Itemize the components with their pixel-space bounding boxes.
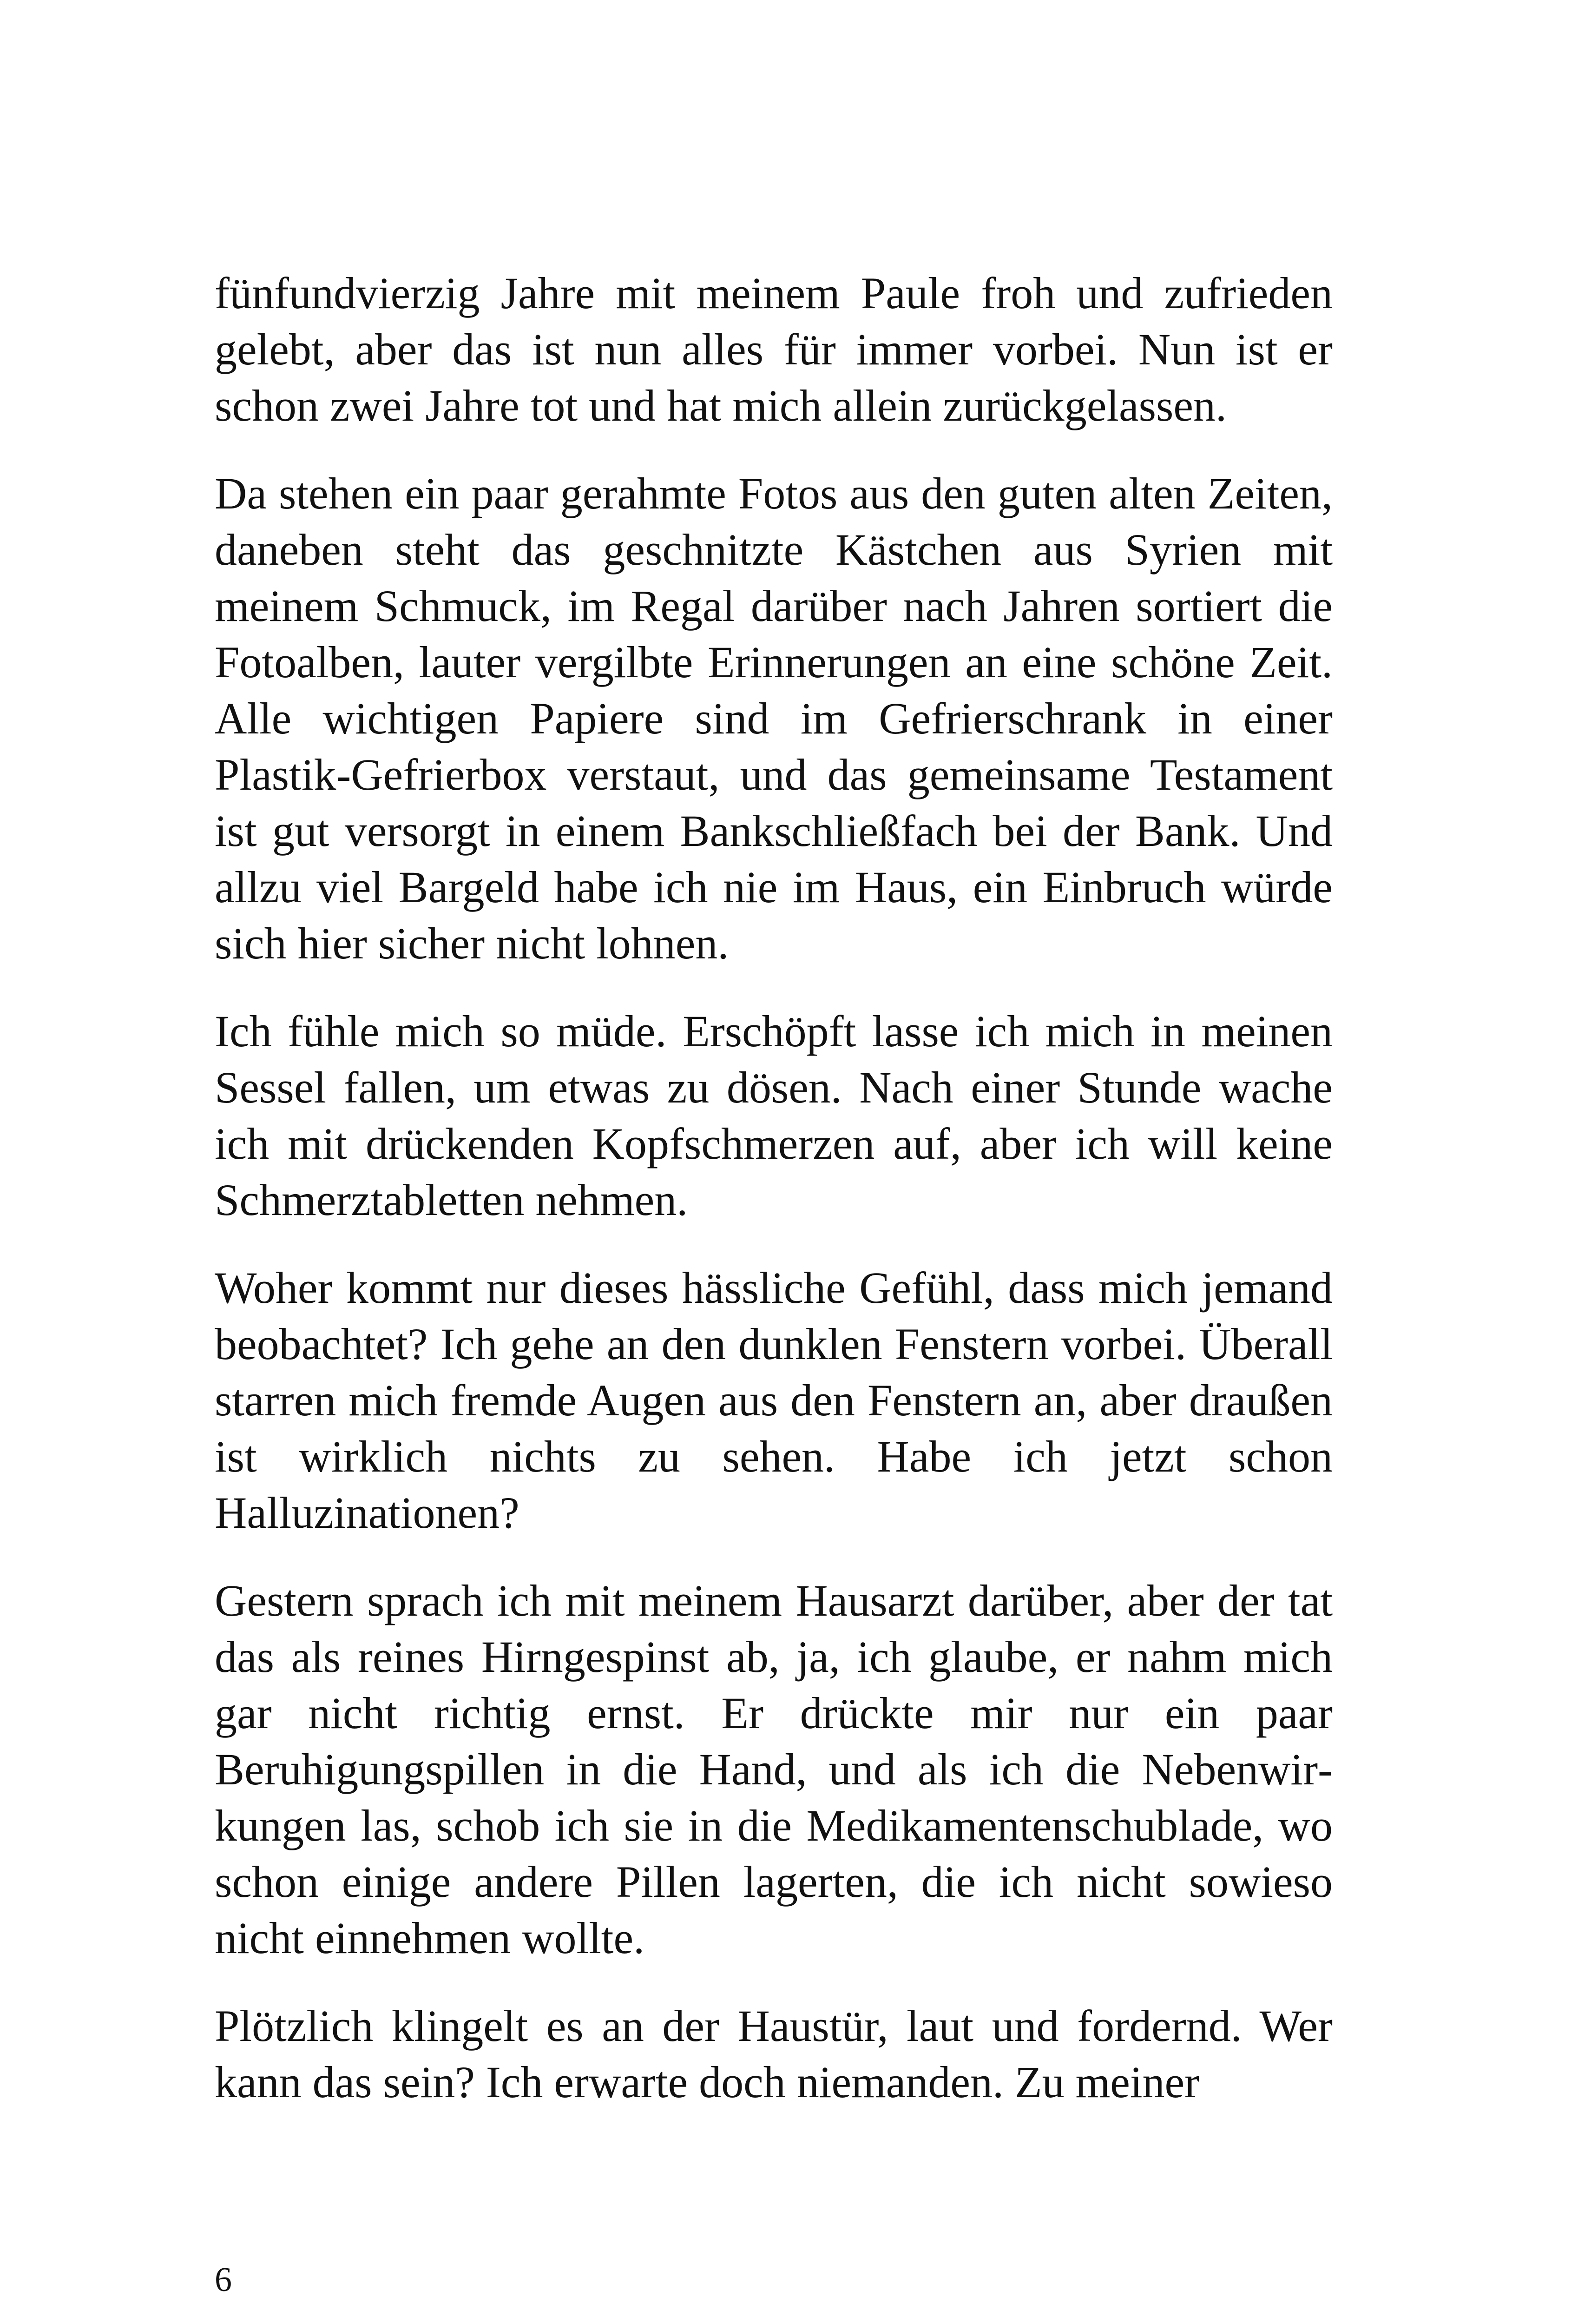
paragraph: Gestern sprach ich mit meinem Hausarzt darüber, aber der tat das als reines Hirngespinst ab, ja, ich glaube, er nahm mich gar nicht richtig ernst. Er drückte mir nur ein paar Beruhigungspillen in die Hand, und als ich die Nebenwirkungen las, schob ich sie in die Medikamentenschublade, wo schon einige andere Pillen lagerten, die ich nicht sowieso nicht einnehmen wollte. <box>215 1576 1333 1963</box>
paragraph: Da stehen ein paar gerahmte Fotos aus den guten alten Zeiten, daneben steht das geschnitzte Kästchen aus Syrien mit meinem Schmuck, im Regal darüber nach Jahren sortiert die Fotoalben, lauter vergilbte Erinnerungen an eine schöne Zeit. Alle wichtigen Papiere sind im Gefrierschrank in einer Plastik-Gefrierbox verstaut, und das gemeinsame Testament ist gut versorgt in einem Bankschließfach bei der Bank. Und allzu viel Bargeld habe ich nie im Haus, ein Einbruch würde sich hier sicher nicht lohnen. <box>215 469 1333 968</box>
paragraph: fünfundvierzig Jahre mit meinem Paule froh und zufrieden gelebt, aber das ist nun alles für immer vorbei. Nun ist er schon zwei Jahre tot und hat mich allein zurückgelassen. <box>215 268 1333 430</box>
paragraph: Ich fühle mich so müde. Erschöpft lasse ich mich in meinen Sessel fallen, um etwas zu dösen. Nach einer Stunde wache ich mit drückenden Kopfschmerzen auf, aber ich will keine Schmerztabletten nehmen. <box>215 1006 1333 1225</box>
body-text <box>215 265 1333 2110</box>
page-number: 6 <box>215 2261 232 2299</box>
paragraph: Plötzlich klingelt es an der Haustür, laut und fordernd. Wer kann das sein? Ich erwarte doch niemanden. Zu meiner <box>215 2001 1333 2107</box>
paragraph: Woher kommt nur dieses hässliche Gefühl, dass mich jemand beobachtet? Ich gehe an den dunklen Fenstern vorbei. Überall starren mich fremde Augen aus den Fenstern an, aber draußen ist wirklich nichts zu sehen. Habe ich jetzt schon Halluzinationen? <box>215 1263 1333 1538</box>
